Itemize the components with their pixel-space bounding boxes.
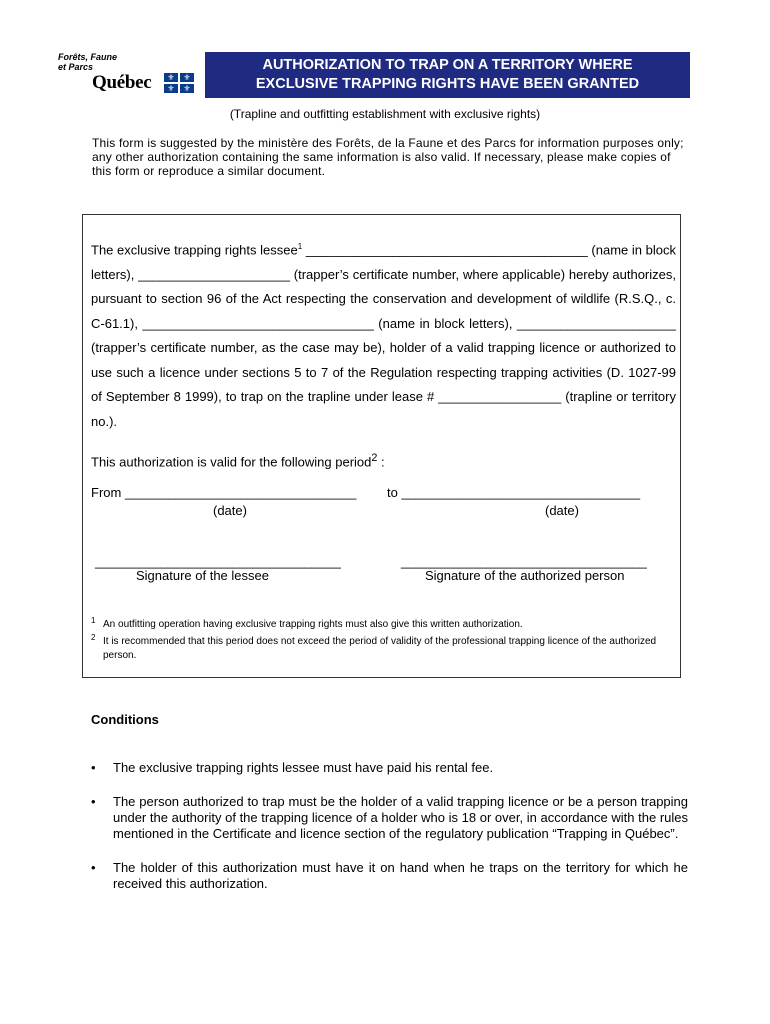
to-date-caption: (date) <box>545 503 579 518</box>
bullet-icon: • <box>91 760 96 775</box>
footnote-1 <box>91 618 676 632</box>
to-date-field: to _________________________________ <box>387 485 641 500</box>
quebec-wordmark: Québec <box>92 72 152 93</box>
ministry-name-line2: et Parcs <box>58 62 94 72</box>
bullet-icon: • <box>91 860 96 875</box>
footnote-ref-1: 1 <box>297 242 303 251</box>
footnote-1-number: 1 <box>91 616 96 625</box>
validity-text: This authorization is valid for the following period <box>91 454 372 470</box>
condition-text: The person authorized to trap must be the holder of a valid trapping licence or be a person trapping under the authority of the trapping licence of a holder who is 18 or over, in accordance with the rules mentioned in the Certificate and licence section of the regulatory publication “Trapping in Québec”. <box>113 794 688 841</box>
authorization-paragraph <box>91 235 676 434</box>
quebec-logo <box>58 52 198 96</box>
condition-item <box>88 794 688 842</box>
condition-item <box>88 760 688 776</box>
footnote-2 <box>91 635 676 663</box>
validity-colon: : <box>377 454 385 470</box>
conditions-list <box>88 760 688 892</box>
condition-text: The holder of this authorization must have it on hand when he traps on the territory for which he received this authorization. <box>113 860 688 891</box>
authorized-signature-line: __________________________________ <box>401 554 647 569</box>
intro-paragraph: This form is suggested by the ministère des Forêts, de la Faune et des Parcs for information purposes only; any other authorization containing the same information is also valid. If necessary, please make copies of this form or reproduce a similar document. <box>92 136 684 178</box>
footnote-2-text: It is recommended that this period does not exceed the period of validity of the professional trapping licence of the authorized person. <box>103 636 657 661</box>
from-date-caption: (date) <box>213 503 247 518</box>
footnote-ref-2: 2 <box>371 452 378 464</box>
ministry-name <box>58 52 117 72</box>
form-title-line2: EXCLUSIVE TRAPPING RIGHTS HAVE BEEN GRANTED <box>255 76 640 92</box>
footnote-2-number: 2 <box>91 633 96 642</box>
footnote-1-text: An outfitting operation having exclusive trapping rights must also give this written authorization. <box>103 619 523 630</box>
paragraph-start: The exclusive trapping rights lessee <box>91 242 298 258</box>
form-title-line1: AUTHORIZATION TO TRAP ON A TERRITORY WHERE <box>262 57 633 73</box>
lessee-signature-line: __________________________________ <box>95 554 341 569</box>
from-date-field: From ________________________________ <box>91 485 357 500</box>
bullet-icon: • <box>91 794 96 809</box>
conditions-heading: Conditions <box>91 712 159 727</box>
condition-item <box>88 860 688 892</box>
lessee-signature-label: Signature of the lessee <box>136 568 269 583</box>
validity-statement <box>91 452 385 469</box>
ministry-name-line1: Forêts, Faune <box>58 52 118 62</box>
fleur-de-lis-flag-icon: ⚜ ⚜ ⚜ ⚜ <box>164 73 194 93</box>
authorized-signature-label: Signature of the authorized person <box>425 568 625 583</box>
paragraph-rest: _______________________________________ (name in block letters), _____________________ (trapper’s certificate number, where applicable) hereby authorizes, pursuant to section 96 of the Act respecting the conservation and development of wildlife (R.S.Q., c. C-61.1), ________________________________ (name in block letters), ______________________ (trapper’s certificate number, as the case may be), holder of a valid trapping licence or authorized to use such a licence under sections 5 to 7 of the Regulation respecting trapping activities (D. 1027-99 of September 8 1999), to trap on the trapline under lease # _________________ (trapline or territory no.). <box>91 242 676 429</box>
form-subtitle: (Trapline and outfitting establishment with exclusive rights) <box>229 107 541 121</box>
authorization-form-box <box>82 214 681 678</box>
condition-text: The exclusive trapping rights lessee must have paid his rental fee. <box>113 760 494 775</box>
form-title <box>205 52 690 98</box>
